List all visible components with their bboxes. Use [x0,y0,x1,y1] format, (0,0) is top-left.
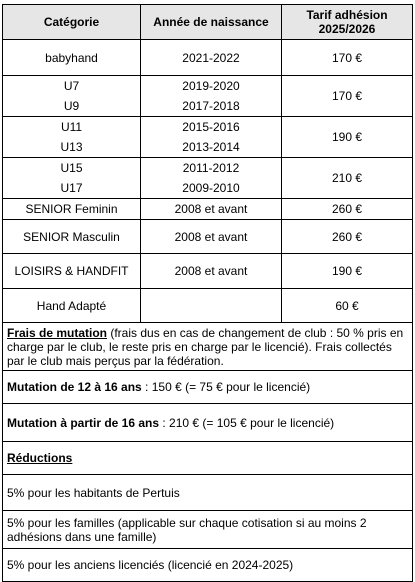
annee-text: 2015-2016 [182,120,240,134]
categorie-text: babyhand [45,50,98,65]
header-tarif [282,5,413,40]
cell-categorie [3,76,141,117]
cell-categorie [3,158,141,199]
frais-mutation-text: (frais dus en cas de changement de club : 50 % pris en charge par le club, le reste pris en charge par le licencié). Frais collectés par le club mais perçus par la fédération. [7,325,404,368]
table-row [3,220,413,254]
reduction-row [3,549,413,582]
categorie-text: U17 [60,181,83,195]
cell-categorie [3,117,141,158]
cell-annee [141,40,282,76]
cell-tarif: 260 € [282,199,413,220]
table-row [3,158,413,199]
cell-categorie: SENIOR Masculin [3,220,141,254]
cell-annee: 2008 et avant [141,220,282,254]
cell-annee [141,76,282,117]
reductions-title-row [3,442,413,475]
categorie-text: U11 [60,120,83,134]
reduction-row [3,475,413,511]
mutation-16-text: : 210 € (= 105 € pour le licencié) [159,415,335,430]
reductions-title: Réductions [7,451,73,465]
cell-annee: 2008 et avant [141,199,282,220]
table-row [3,199,413,220]
table-row [3,76,413,117]
header-categorie: Catégorie [3,5,141,40]
cell-annee [141,117,282,158]
table-row [3,254,413,289]
cell-tarif: 170 € [282,76,413,117]
annee-text: 2009-2010 [182,181,240,195]
cell-tarif: 60 € [282,289,413,323]
header-tarif-line2: 2025/2026 [318,22,376,36]
cell-tarif: 190 € [282,117,413,158]
mutation-12-16-row [3,371,413,404]
reduction-anciens-licencies: 5% pour les anciens licenciés (licencié en 2024-2025) [3,549,413,582]
mutation-16-cell [3,404,413,442]
reduction-row [3,511,413,549]
frais-mutation-cell [3,323,413,371]
reductions-title-cell [3,442,413,475]
cell-categorie [3,40,141,76]
cell-categorie: Hand Adapté [3,289,141,323]
header-annee-naissance: Année de naissance [141,5,282,40]
annee-text: 2011-2012 [182,161,240,175]
frais-mutation-row [3,323,413,371]
table-header-row [3,5,413,40]
cell-tarif: 190 € [282,254,413,289]
annee-text: 2021-2022 [182,50,240,65]
mutation-12-16-label: Mutation de 12 à 16 ans [7,380,142,394]
table-row [3,289,413,323]
categorie-text: U9 [63,99,80,113]
table-row [3,40,413,76]
mutation-12-16-cell [3,371,413,404]
table-row [3,117,413,158]
reduction-pertuis: 5% pour les habitants de Pertuis [3,475,413,511]
reduction-familles: 5% pour les familles (applicable sur chaque cotisation si au moins 2 adhésions dans une famille) [3,511,413,549]
cell-tarif: 210 € [282,158,413,199]
cell-categorie: SENIOR Feminin [3,199,141,220]
annee-text: 2013-2014 [182,140,240,154]
cell-tarif: 260 € [282,220,413,254]
mutation-16-label: Mutation à partir de 16 ans [7,415,160,430]
cell-annee: 2008 et avant [141,254,282,289]
cell-annee [141,158,282,199]
mutation-16-row [3,404,413,442]
cell-tarif: 170 € [282,40,413,76]
header-tarif-line1: Tarif adhésion [306,8,388,22]
mutation-12-16-text: : 150 € (= 75 € pour le licencié) [141,380,311,394]
categorie-text: U7 [63,79,80,93]
cell-annee [141,289,282,323]
tarifs-table [2,4,413,582]
frais-mutation-title: Frais de mutation [7,325,108,340]
categorie-text: U15 [60,161,83,175]
cell-categorie: LOISIRS & HANDFIT [3,254,141,289]
categorie-text: U13 [60,140,83,154]
annee-text: 2019-2020 [182,79,240,93]
annee-text: 2017-2018 [182,99,240,113]
